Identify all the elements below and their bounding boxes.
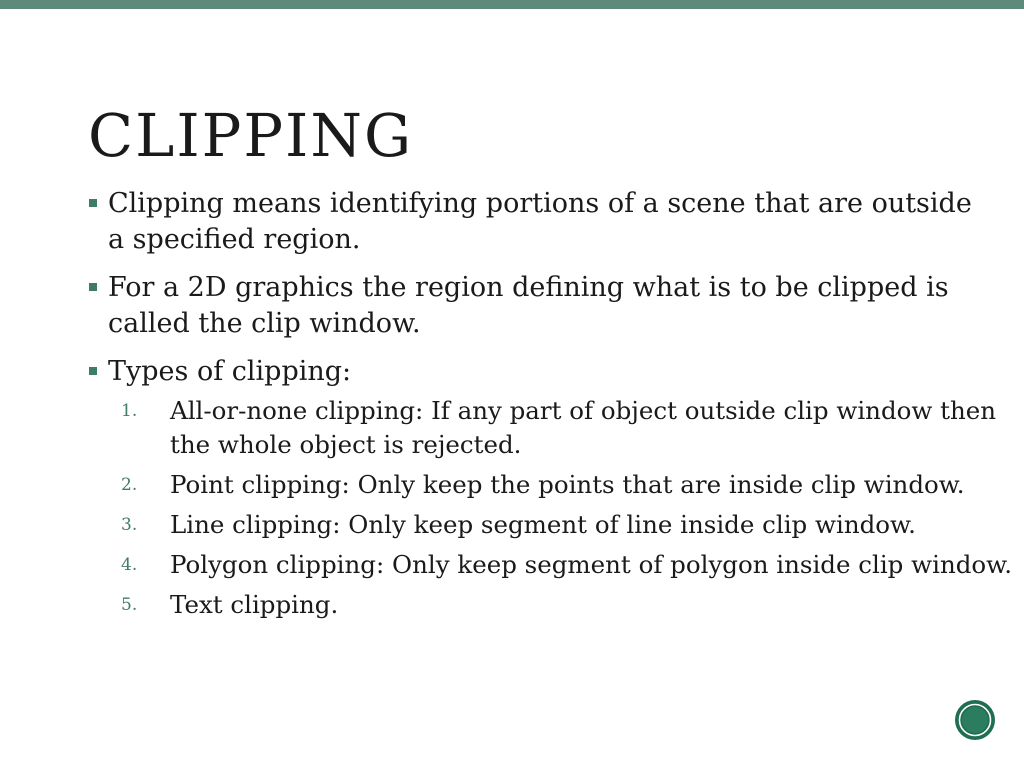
bullet-item [88, 354, 988, 390]
clipping-type-item [121, 394, 1021, 462]
bullet-item [88, 270, 988, 342]
clipping-type-text: Text clipping. [170, 590, 339, 619]
list-number: 4. [121, 555, 138, 575]
clipping-type-item [121, 588, 1021, 622]
clipping-types-list [121, 394, 1021, 622]
top-accent-bar [0, 0, 1024, 9]
list-number: 1. [121, 401, 138, 421]
list-number: 5. [121, 595, 138, 615]
clipping-type-text: Line clipping: Only keep segment of line inside clip window. [170, 510, 916, 539]
square-bullet-icon [89, 199, 97, 207]
clipping-type-text: All-or-none clipping: If any part of object outside clip window then the whole object is rejected. [170, 396, 997, 459]
clipping-type-text: Polygon clipping: Only keep segment of polygon inside clip window. [170, 550, 1013, 579]
clipping-type-item [121, 548, 1021, 582]
list-number: 3. [121, 515, 138, 535]
slide-content [88, 186, 1013, 628]
clipping-type-item [121, 468, 1021, 502]
list-number: 2. [121, 475, 138, 495]
bullet-text: Types of clipping: [108, 356, 352, 387]
bullet-item [88, 186, 988, 258]
square-bullet-icon [89, 367, 97, 375]
bullet-text: For a 2D graphics the region defining what is to be clipped is called the clip window. [108, 272, 949, 339]
square-bullet-icon [89, 283, 97, 291]
slide-title: CLIPPING [88, 101, 414, 170]
slide-badge-icon [954, 699, 996, 741]
clipping-type-item [121, 508, 1021, 542]
clipping-type-text: Point clipping: Only keep the points that are inside clip window. [170, 470, 965, 499]
bullet-text: Clipping means identifying portions of a scene that are outside a specified region. [108, 188, 972, 255]
